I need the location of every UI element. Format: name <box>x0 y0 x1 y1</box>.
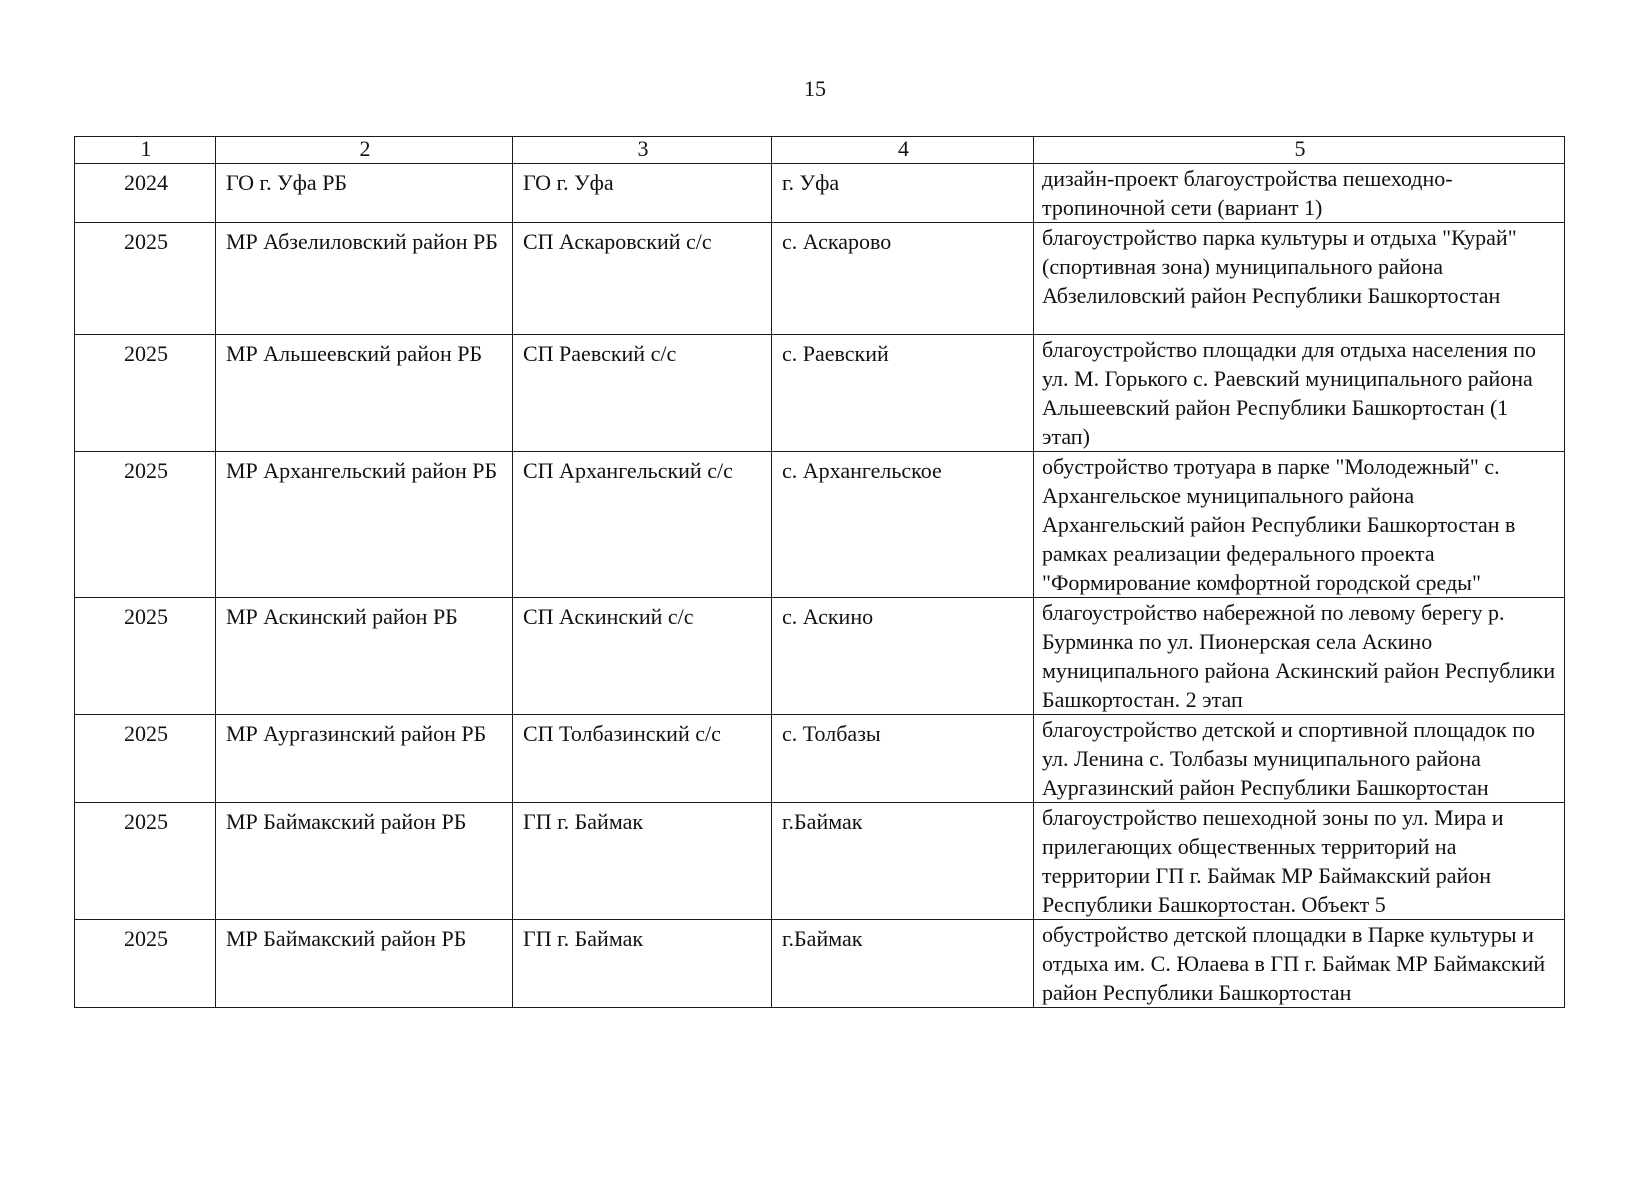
settlement-cell: СП Аскаровский с/с <box>513 223 772 335</box>
description-cell: благоустройство площадки для отдыха населения по ул. М. Горького с. Раевский муниципального района Альшеевский район Республики Башкортостан (1 этап) <box>1034 335 1565 452</box>
description-cell: благоустройство набережной по левому берегу р. Бурминка по ул. Пионерская села Аскино муниципального района Аскинский район Республики Башкортостан. 2 этап <box>1034 598 1565 715</box>
settlement-cell: СП Архангельский с/с <box>513 452 772 598</box>
settlement-cell: ГО г. Уфа <box>513 164 772 223</box>
year-cell: 2024 <box>75 164 216 223</box>
description-cell: дизайн-проект благоустройства пешеходно-тропиночной сети (вариант 1) <box>1034 164 1565 223</box>
table-row <box>75 335 1565 452</box>
table-header-row <box>75 137 1565 164</box>
objects-table <box>74 136 1565 1008</box>
page-number: 15 <box>804 76 826 101</box>
locality-cell: г.Баймак <box>772 920 1034 1008</box>
year-cell: 2025 <box>75 803 216 920</box>
settlement-cell: СП Толбазинский с/с <box>513 715 772 803</box>
table-row <box>75 920 1565 1008</box>
settlement-cell: ГП г. Баймак <box>513 920 772 1008</box>
year-cell: 2025 <box>75 920 216 1008</box>
column-header-3: 3 <box>513 137 772 164</box>
column-header-5: 5 <box>1034 137 1565 164</box>
settlement-cell: СП Раевский с/с <box>513 335 772 452</box>
column-header-4: 4 <box>772 137 1034 164</box>
table-row <box>75 598 1565 715</box>
description-cell: обустройство тротуара в парке "Молодежный" с. Архангельское муниципального района Архангельский район Республики Башкортостан в рамках реализации федерального проекта "Формирование комфортной городской среды" <box>1034 452 1565 598</box>
column-header-1: 1 <box>75 137 216 164</box>
table-row <box>75 164 1565 223</box>
description-cell: благоустройство пешеходной зоны по ул. Мира и прилегающих общественных территорий на территории ГП г. Баймак МР Баймакский район Республики Башкортостан. Объект 5 <box>1034 803 1565 920</box>
settlement-cell: ГП г. Баймак <box>513 803 772 920</box>
description-cell: благоустройство детской и спортивной площадок по ул. Ленина с. Толбазы муниципального района Аургазинский район Республики Башкортостан <box>1034 715 1565 803</box>
district-cell: ГО г. Уфа РБ <box>216 164 513 223</box>
district-cell: МР Архангельский район РБ <box>216 452 513 598</box>
locality-cell: с. Архангельское <box>772 452 1034 598</box>
district-cell: МР Альшеевский район РБ <box>216 335 513 452</box>
locality-cell: с. Толбазы <box>772 715 1034 803</box>
locality-cell: г. Уфа <box>772 164 1034 223</box>
description-cell: благоустройство парка культуры и отдыха "Курай" (спортивная зона) муниципального района Абзелиловский район Республики Башкортостан <box>1034 223 1565 335</box>
year-cell: 2025 <box>75 452 216 598</box>
locality-cell: с. Аскарово <box>772 223 1034 335</box>
year-cell: 2025 <box>75 715 216 803</box>
locality-cell: с. Раевский <box>772 335 1034 452</box>
district-cell: МР Баймакский район РБ <box>216 920 513 1008</box>
table-row <box>75 223 1565 335</box>
column-header-2: 2 <box>216 137 513 164</box>
settlement-cell: СП Аскинский с/с <box>513 598 772 715</box>
table-row <box>75 715 1565 803</box>
district-cell: МР Аургазинский район РБ <box>216 715 513 803</box>
district-cell: МР Абзелиловский район РБ <box>216 223 513 335</box>
year-cell: 2025 <box>75 335 216 452</box>
year-cell: 2025 <box>75 598 216 715</box>
locality-cell: с. Аскино <box>772 598 1034 715</box>
table-row <box>75 803 1565 920</box>
table-row <box>75 452 1565 598</box>
locality-cell: г.Баймак <box>772 803 1034 920</box>
description-cell: обустройство детской площадки в Парке культуры и отдыха им. С. Юлаева в ГП г. Баймак МР Баймакский район Республики Башкортостан <box>1034 920 1565 1008</box>
year-cell: 2025 <box>75 223 216 335</box>
district-cell: МР Аскинский район РБ <box>216 598 513 715</box>
district-cell: МР Баймакский район РБ <box>216 803 513 920</box>
